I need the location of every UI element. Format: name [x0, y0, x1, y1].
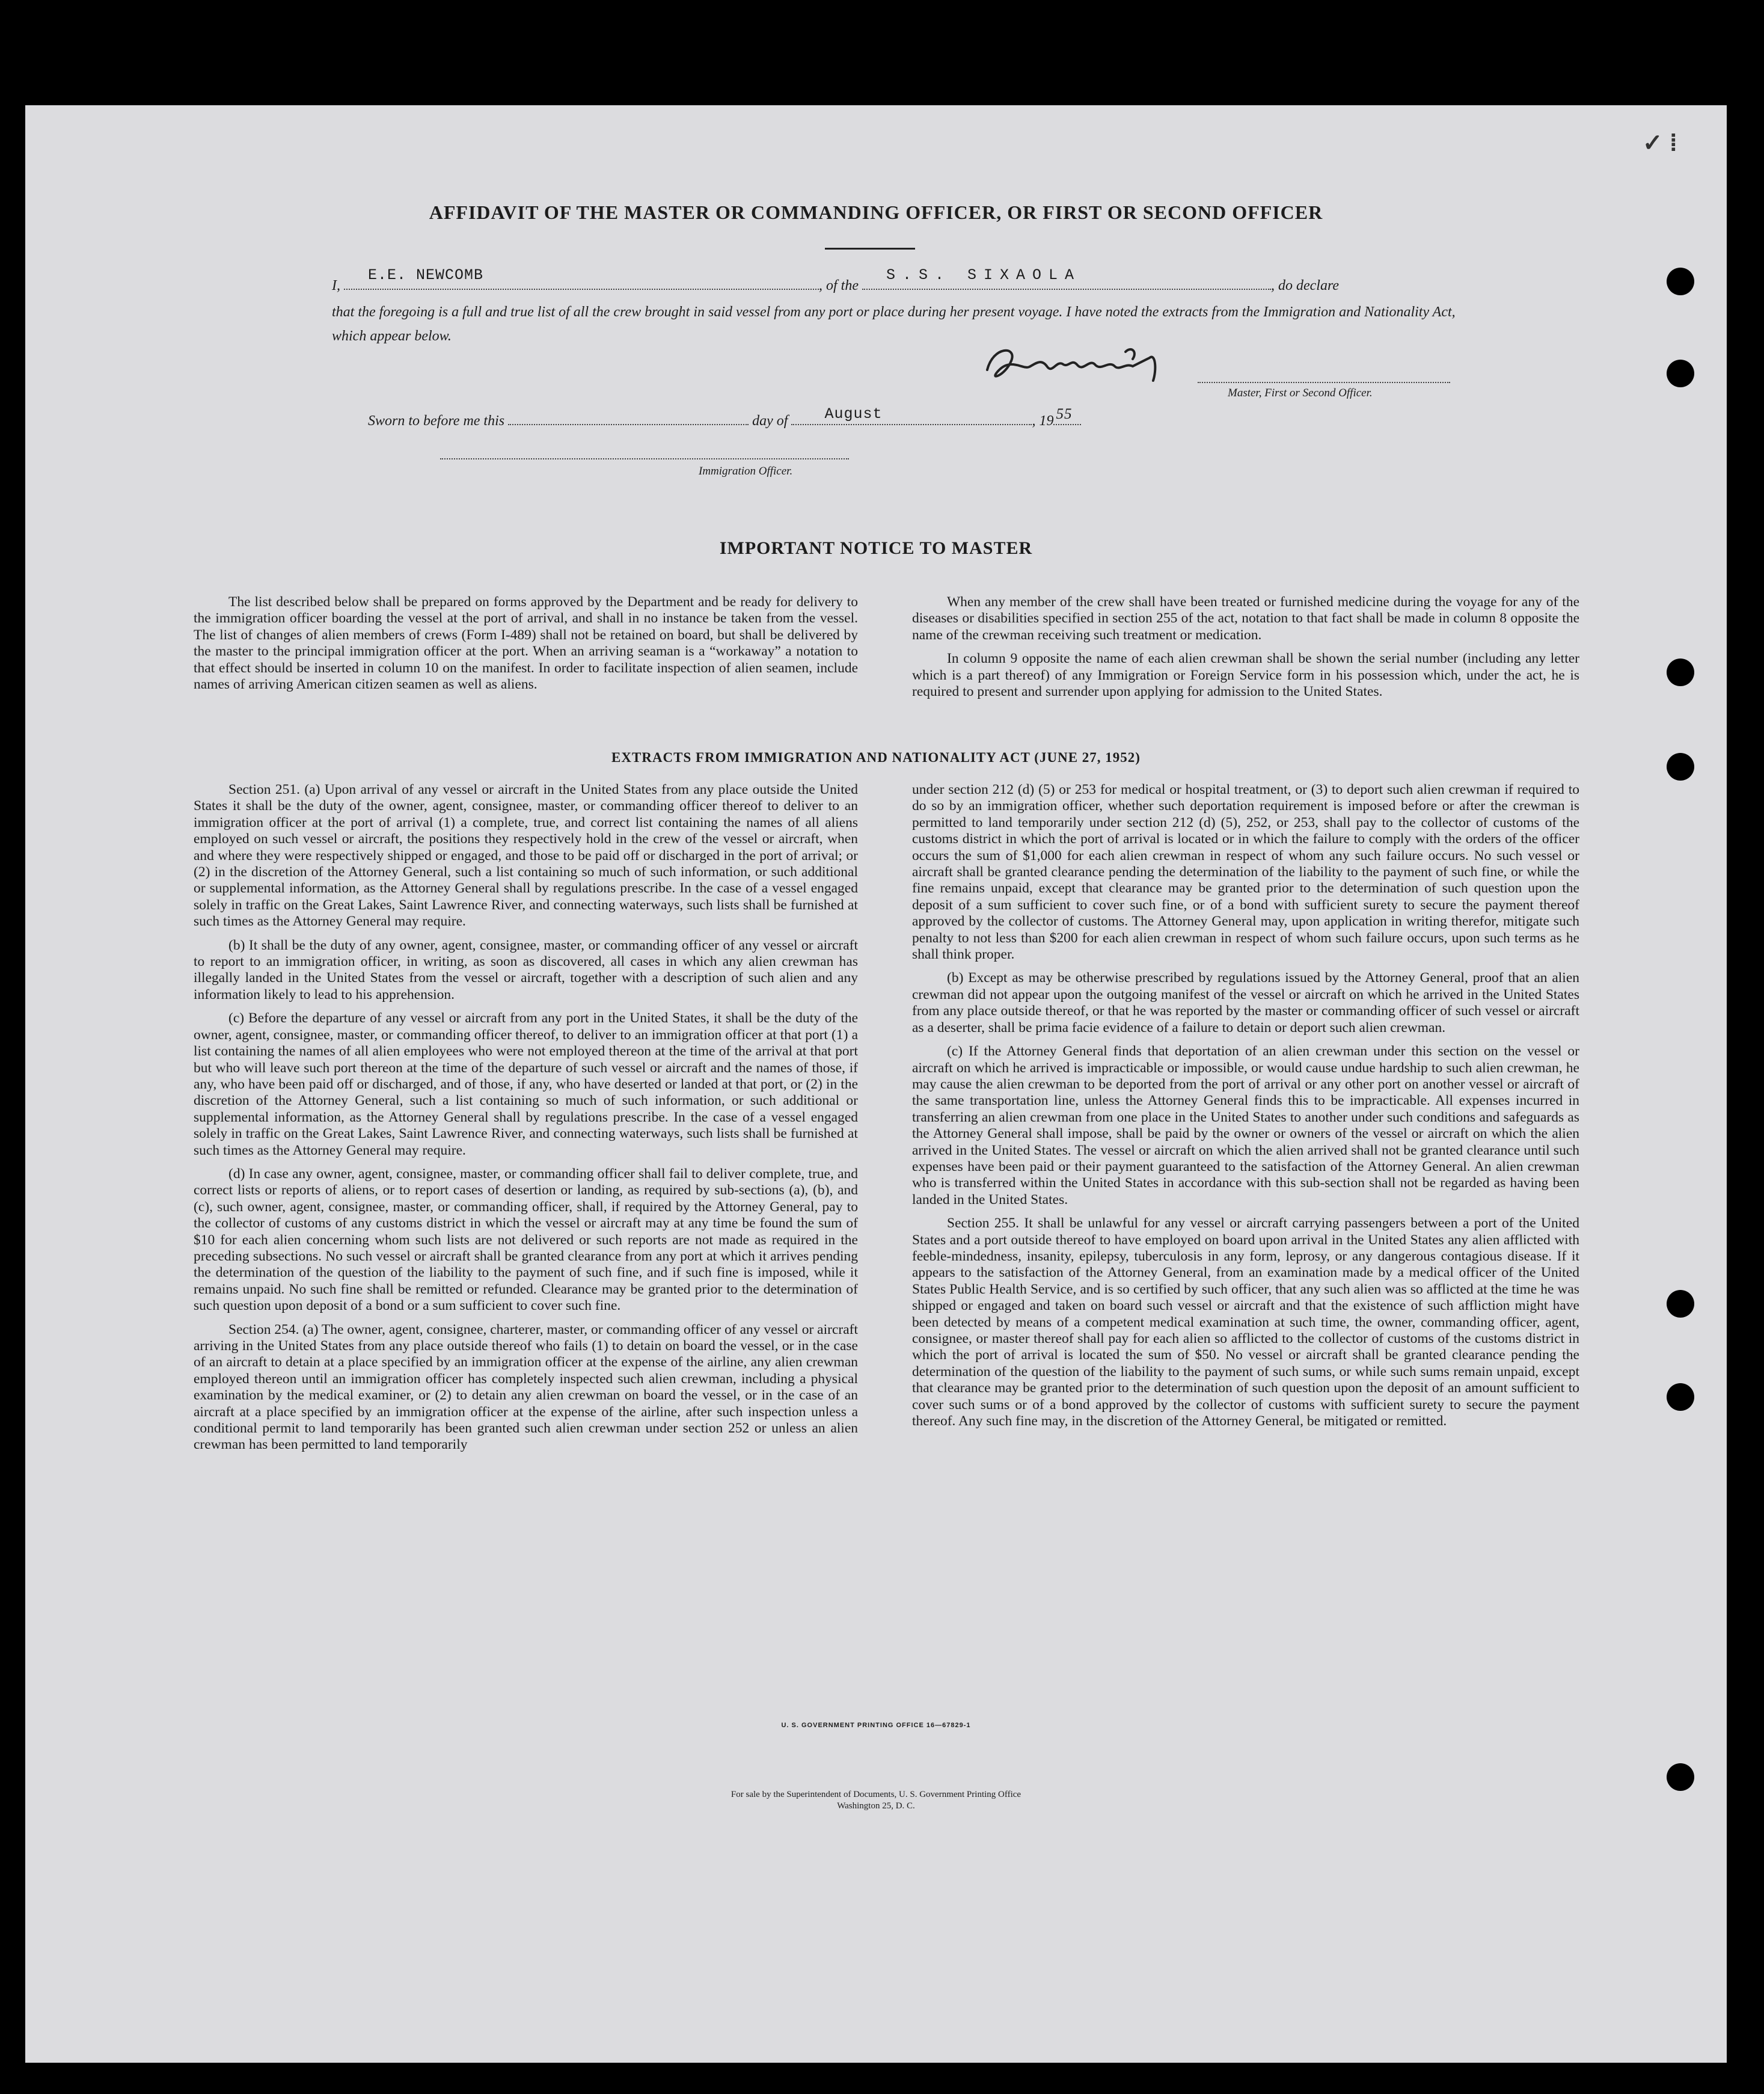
section-254c: (c) If the Attorney General finds that deportation of an alien crewman under this section on the vessel or aircraft on which he arrived is impracticable or impossible, or would cause undue hardship to such alien crewman, he may cause the alien crewman to be deported from the port of arrival or any other port on another vessel or aircraft of the same transportation line, unless the Attorney General finds this to be impracticable. All expenses incurred in transferring an alien crewman from one place in the United States to another under such conditions and safeguards as the Attorney General shall impose, shall be paid by the owner or owners of the vessel or aircraft on which the alien arrived in the United States. The vessel or aircraft on which the alien arrived shall not be granted clearance until such expenses have been paid or their payment guaranteed to the satisfaction of the Attorney General. An alien crewman who is transferred within the United States in accordance with this sub-section shall not be regarded as having been landed in the United States.	[912, 1043, 1579, 1208]
master-label: Master, First or Second Officer.	[1228, 387, 1373, 399]
master-signature	[975, 334, 1192, 394]
declaration-i: I,	[332, 278, 340, 293]
notice-title: IMPORTANT NOTICE TO MASTER	[719, 538, 1033, 558]
binder-hole	[1667, 360, 1694, 387]
year-field	[1053, 407, 1081, 425]
day-of-text: day of	[752, 413, 788, 429]
notice-right-column	[912, 594, 1579, 707]
affidavit-title: AFFIDAVIT OF THE MASTER OR COMMANDING OFFICER, OR FIRST OR SECOND OFFICER	[429, 201, 1323, 223]
binder-hole	[1667, 1290, 1694, 1318]
master-signature-line	[1198, 382, 1450, 383]
section-254a-continued: under section 212 (d) (5) or 253 for medical or hospital treatment, or (3) to deport such alien crewman if required to do so by an immigration officer, whether such deportation requirement is imposed before or after the crewman is permitted to land temporarily under section 212 (d) (5), 252, or 253, shall pay to the collector of customs of the customs district in which the port of arrival is located or in which the failure to comply with the orders of the officer occurs the sum of $1,000 for each alien crewman in respect of whom any such failure occurs. No such vessel or aircraft shall be granted clearance pending the determination of the liability to the payment of such fine, or while the fine remains unpaid, except that clearance may be granted prior to the determination of such question upon the deposit of a sum sufficient to cover such fine, or of a bond with sufficient surety to secure the payment thereof approved by the collector of customs. The Attorney General may, upon application in writing therefor, mitigate such penalty to not less than $200 for each alien crewman in respect of whom such failure occurs, upon such terms as he shall think proper.	[912, 782, 1579, 963]
section-254a: Section 254. (a) The owner, agent, consignee, charterer, master, or commanding officer of any vessel or aircraft arriving in the United States from any place outside thereof who fails (1) to detain on board the vessel, or in the case of an aircraft to detain at a place specified by an immigration officer at the expense of the airline, any alien crewman employed thereon until an immigration officer has completely inspected such alien crewman, including a physical examination by the medical examiner, or (2) to detain any alien crewman on board the vessel, or in the case of an aircraft at a place specified by an immigration officer at the expense of the airline, after such inspection unless a conditional permit to land temporarily has been granted such alien crewman under section 252 or unless an alien crewman has been permitted to land temporarily	[194, 1321, 858, 1453]
month-value: August	[824, 405, 883, 423]
extracts-left-column	[194, 782, 858, 1454]
binder-hole	[1667, 1383, 1694, 1411]
corner-mark: ✓ ⁞	[1643, 130, 1677, 156]
declaration-body: that the foregoing is a full and true list of all the crew brought in said vessel from any port or place during her present voyage. I have noted the extracts from the Immigration and Nationality Act, which appear below.	[332, 304, 1456, 344]
binder-hole	[1667, 659, 1694, 686]
binder-hole	[1667, 1763, 1694, 1791]
binder-hole	[1667, 753, 1694, 781]
section-251a: Section 251. (a) Upon arrival of any vessel or aircraft in the United States from any place outside the United States it shall be the duty of the owner, agent, consignee, master, or commanding officer thereof to deliver to an immigration officer at the port of arrival (1) a complete, true, and correct list containing the names of all aliens employed on such vessel or aircraft, the positions they respectively hold in the crew of the vessel or aircraft, when and where they were respectively shipped or engaged, and those to be paid off or discharged in the port of arrival; or (2) in the discretion of the Attorney General, such a list containing so much of such information, or such additional or supplemental information, as the Attorney General shall by regulations prescribe. In the case of a vessel engaged solely in traffic on the Great Lakes, Saint Lawrence River, and connecting waterways, such lists shall be furnished at such times as the Attorney General may require.	[194, 782, 858, 930]
declaration-of-the: , of the	[819, 278, 859, 293]
sale-note	[25, 1789, 1727, 1812]
section-254b: (b) Except as may be otherwise prescribed by regulations issued by the Attorney General, proof that an alien crewman did not appear upon the outgoing manifest of the vessel or aircraft on which he arrived in the United States from any place outside thereof, or that he was reported by the master or commanding officer of such vessel or aircraft as a deserter, shall be prima facie evidence of a failure to detain or deport such alien crewman.	[912, 970, 1579, 1036]
year-prefix: , 19	[1032, 413, 1054, 429]
notice-paragraph: In column 9 opposite the name of each alien crewman shall be shown the serial number (including any letter which is a part thereof) of any Immigration or Foreign Service form in his possession which, under the act, he is required to present and surrender upon applying for admission to the United States.	[912, 651, 1579, 700]
title-rule	[825, 248, 915, 250]
section-251b: (b) It shall be the duty of any owner, agent, consignee, master, or commanding officer of any vessel or aircraft to report to an immigration officer, in writing, as soon as discovered, all cases in which any alien crewman has illegally landed in the United States from the vessel or aircraft, together with a description of such alien and any information likely to lead to his apprehension.	[194, 937, 858, 1002]
sworn-text: Sworn to before me this	[368, 413, 505, 429]
sale-line-1: For sale by the Superintendent of Documents, U. S. Government Printing Office	[730, 1790, 1021, 1799]
vessel-field	[862, 266, 1271, 290]
section-255: Section 255. It shall be unlawful for any vessel or aircraft carrying passengers between a port of the United States and a port outside thereof to have employed on board upon arrival in the United States any alien afflicted with feeble-mindedness, insanity, epilepsy, tuberculosis in any form, leprosy, or any dangerous contagious disease. If it appears to the satisfaction of the Attorney General, from an examination made by a medical officer of the United States Public Health Service, and is so certified by such officer, that any such alien was so afflicted at the time he was shipped or engaged and taken on board such vessel or aircraft and that the existence of such affliction might have been detected by means of a competent medical examination at such time, the owner, commanding officer, agent, consignee, or master thereof shall pay for each alien so afflicted to the collector of customs of the customs district in which the port of arrival is located the sum of $50. No vessel or aircraft shall be granted clearance pending the determination of the question of the liability to the payment of such sums, or while such sums remain unpaid, except that clearance may be granted prior to the determination of such question upon the deposit of an amount sufficient to cover such sums or of a bond approved by the collector of customs with sufficient surety to secure the payment thereof. Any such fine may, in the discretion of the Attorney General, be mitigated or remitted.	[912, 1215, 1579, 1429]
sworn-line	[368, 407, 1081, 429]
printing-office-note: U. S. GOVERNMENT PRINTING OFFICE 16—67829-1	[781, 1722, 971, 1729]
notice-paragraph: When any member of the crew shall have been treated or furnished medicine during the voyage for any of the diseases or disabilities specified in section 255 of the act, notation to that fact shall be made in column 8 opposite the name of the crewman receiving such treatment or medication.	[912, 594, 1579, 643]
day-field	[508, 407, 749, 425]
extracts-title: EXTRACTS FROM IMMIGRATION AND NATIONALITY ACT (JUNE 27, 1952)	[611, 750, 1141, 765]
notice-left-column	[194, 594, 858, 700]
sale-line-2: Washington 25, D. C.	[837, 1801, 915, 1811]
binder-hole	[1667, 268, 1694, 295]
section-251c: (c) Before the departure of any vessel or aircraft from any port in the United States, it shall be the duty of the owner, agent, consignee, master, or commanding officer thereof, to deliver to an immigration officer at that port (1) a list containing the names of all alien employees who were not employed thereon at the time of the arrival at that port but who will leave such port thereon at the time of the departure of such vessel or aircraft and the names of those, if any, who have been paid off or discharged, and of those, if any, who have deserted or landed at that port, or (2) in the discretion of the Attorney General, such a list containing so much of such information, or such additional or supplemental information, as the Attorney General shall by regulations prescribe. In the case of a vessel engaged solely in traffic on the Great Lakes, Saint Lawrence River, and connecting waterways, such lists shall be furnished at such times as the Attorney General may require.	[194, 1010, 858, 1158]
name-field	[344, 266, 819, 290]
month-field	[791, 407, 1032, 425]
section-251d: (d) In case any owner, agent, consignee, master, or commanding officer shall fail to deliver complete, true, and correct lists or reports of aliens, or to report cases of desertion or landing, as required by sub-sections (a), (b), and (c), such owner, agent, consignee, master, or commanding officer, shall, if required by the Attorney General, pay to the collector of customs of any customs district in which the vessel or aircraft may at any time be found the sum of $10 for each alien concerning whom such lists are not delivered or such reports are not made as required in the preceding subsections. No such vessel or aircraft shall be granted clearance from any port at which it arrives pending the determination of the question of the liability to the payment of such fine, and if such fine is imposed, while it remains unpaid. No such fine shall be remitted or refunded. Clearance may be granted prior to the determination of such question upon deposit of a bond or a sum sufficient to cover such fine.	[194, 1165, 858, 1314]
immigration-officer-label: Immigration Officer.	[699, 465, 793, 477]
declaration-line	[332, 266, 1456, 298]
immigration-officer-line	[440, 458, 849, 459]
notice-paragraph: The list described below shall be prepared on forms approved by the Department and be ready for delivery to the immigration officer boarding the vessel at the port of arrival, and shall in no instance be taken from the vessel. The list of changes of alien members of crews (Form I-489) shall not be retained on board, but shall be delivered by the master to the principal immigration officer at the port. When an arriving seaman is a “workaway” a notation to that effect should be inserted in column 10 on the manifest. In order to facilitate inspection of alien seamen, include names of arriving American citizen seamen as well as aliens.	[194, 594, 858, 693]
declarant-name: E.E. NEWCOMB	[368, 266, 484, 284]
document-page	[25, 105, 1727, 2063]
extracts-right-column	[912, 782, 1579, 1437]
declaration-do-declare: , do declare	[1271, 278, 1340, 293]
year-value: 55	[1056, 406, 1073, 422]
vessel-name: S.S. SIXAOLA	[886, 266, 1082, 284]
